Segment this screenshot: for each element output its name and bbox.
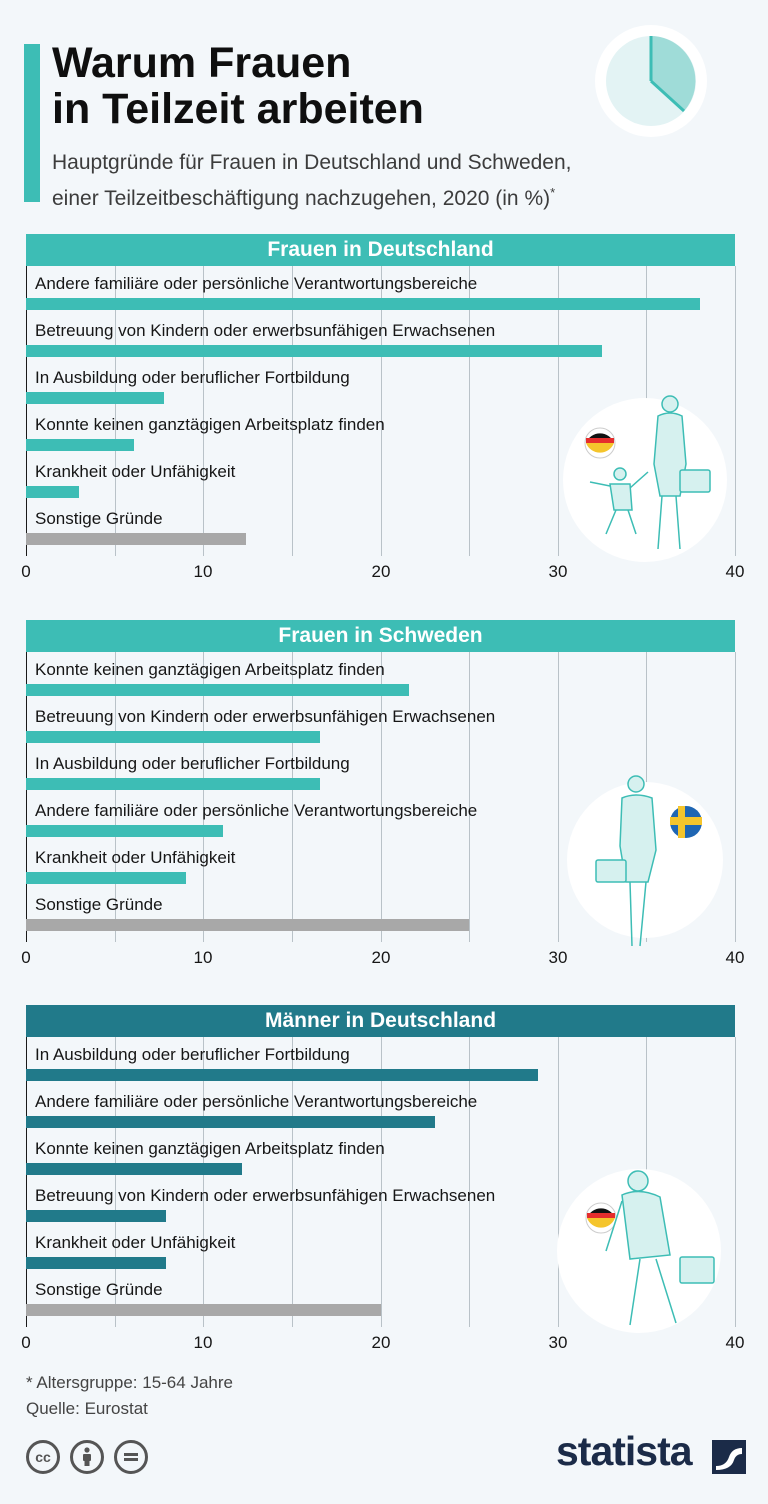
x-tick-label: 10: [193, 1333, 213, 1352]
bar: [26, 731, 320, 743]
gridline: [735, 266, 736, 556]
category-label: Krankheit oder Unfähigkeit: [35, 1233, 236, 1252]
x-tick-label: 10: [193, 948, 213, 967]
x-tick-label: 0: [21, 948, 31, 967]
category-label: In Ausbildung oder beruflicher Fortbildung: [35, 368, 350, 387]
title-line-1: Warum Frauen: [52, 39, 352, 87]
x-tick-label: 20: [371, 948, 391, 967]
x-tick-label: 30: [548, 1333, 568, 1352]
clock-icon: [594, 24, 708, 138]
bar: [26, 298, 700, 310]
man-walking-illustration: [556, 1155, 722, 1337]
category-label: Betreuung von Kindern oder erwerbsunfähigen Erwachsenen: [35, 707, 496, 726]
category-label: Konnte keinen ganztägigen Arbeitsplatz finden: [35, 1139, 385, 1158]
footnote-mark: *: [550, 185, 556, 200]
x-tick-label: 40: [725, 948, 745, 967]
cc-icon: cc: [26, 1440, 60, 1474]
subtitle-line-2: einer Teilzeitbeschäftigung nachzugehen, 2020 (in %): [52, 187, 551, 210]
page-subtitle: [52, 148, 742, 214]
bar: [26, 1257, 166, 1269]
chart-maenner-deutschland: [0, 1005, 768, 1365]
bar: [26, 486, 79, 498]
x-tick-label: 20: [371, 562, 391, 581]
gridline: [469, 652, 470, 942]
category-label: Konnte keinen ganztägigen Arbeitsplatz finden: [35, 415, 385, 434]
source-note: Quelle: Eurostat: [26, 1399, 148, 1418]
statista-logo: statista: [556, 1428, 692, 1474]
x-tick-label: 30: [548, 562, 568, 581]
bar: [26, 345, 602, 357]
x-tick-label: 40: [725, 1333, 745, 1352]
bar: [26, 825, 223, 837]
bar: [26, 778, 320, 790]
equals-noderivs-icon: [114, 1440, 148, 1474]
woman-walking-illustration: [562, 770, 728, 950]
chart-title: Frauen in Schweden: [26, 620, 735, 652]
age-group-note: * Altersgruppe: 15-64 Jahre: [26, 1373, 233, 1392]
chart-title: Männer in Deutschland: [26, 1005, 735, 1037]
category-label: In Ausbildung oder beruflicher Fortbildung: [35, 754, 350, 773]
title-accent-bar: [24, 44, 40, 202]
bar: [26, 684, 409, 696]
gridline: [558, 652, 559, 942]
chart-title: Frauen in Deutschland: [26, 234, 735, 266]
chart-frauen-schweden: [0, 620, 768, 980]
bar: [26, 1304, 381, 1316]
category-label: Andere familiäre oder persönliche Verantwortungsbereiche: [35, 274, 478, 293]
chart-frauen-deutschland: [0, 234, 768, 594]
category-label: Andere familiäre oder persönliche Verantwortungsbereiche: [35, 801, 478, 820]
title-line-2: in Teilzeit arbeiten: [52, 85, 424, 133]
page-title: [52, 40, 424, 132]
category-label: Konnte keinen ganztägigen Arbeitsplatz finden: [35, 660, 385, 679]
category-label: Sonstige Gründe: [35, 895, 163, 914]
category-label: Sonstige Gründe: [35, 509, 163, 528]
x-tick-label: 30: [548, 948, 568, 967]
x-tick-label: 10: [193, 562, 213, 581]
x-tick-label: 0: [21, 562, 31, 581]
bar: [26, 919, 469, 931]
gridline: [735, 652, 736, 942]
bar: [26, 872, 186, 884]
gridline: [735, 1037, 736, 1327]
x-tick-label: 0: [21, 1333, 31, 1352]
category-label: Sonstige Gründe: [35, 1280, 163, 1299]
category-label: Krankheit oder Unfähigkeit: [35, 462, 236, 481]
mother-child-illustration: [562, 384, 728, 564]
bar: [26, 1069, 538, 1081]
subtitle-line-1: Hauptgründe für Frauen in Deutschland und Schweden,: [52, 151, 572, 174]
footnote: [26, 1370, 233, 1422]
x-tick-label: 20: [371, 1333, 391, 1352]
category-label: Betreuung von Kindern oder erwerbsunfähigen Erwachsenen: [35, 1186, 496, 1205]
bar: [26, 1116, 435, 1128]
category-label: In Ausbildung oder beruflicher Fortbildung: [35, 1045, 350, 1064]
category-label: Andere familiäre oder persönliche Verantwortungsbereiche: [35, 1092, 478, 1111]
by-person-icon: [70, 1440, 104, 1474]
x-tick-label: 40: [725, 562, 745, 581]
license-icons: [26, 1440, 148, 1474]
bar: [26, 533, 246, 545]
bar: [26, 1210, 166, 1222]
category-label: Betreuung von Kindern oder erwerbsunfähigen Erwachsenen: [35, 321, 496, 340]
statista-logo-mark: [712, 1440, 746, 1474]
bar: [26, 439, 134, 451]
category-label: Krankheit oder Unfähigkeit: [35, 848, 236, 867]
bar: [26, 1163, 242, 1175]
bar: [26, 392, 164, 404]
